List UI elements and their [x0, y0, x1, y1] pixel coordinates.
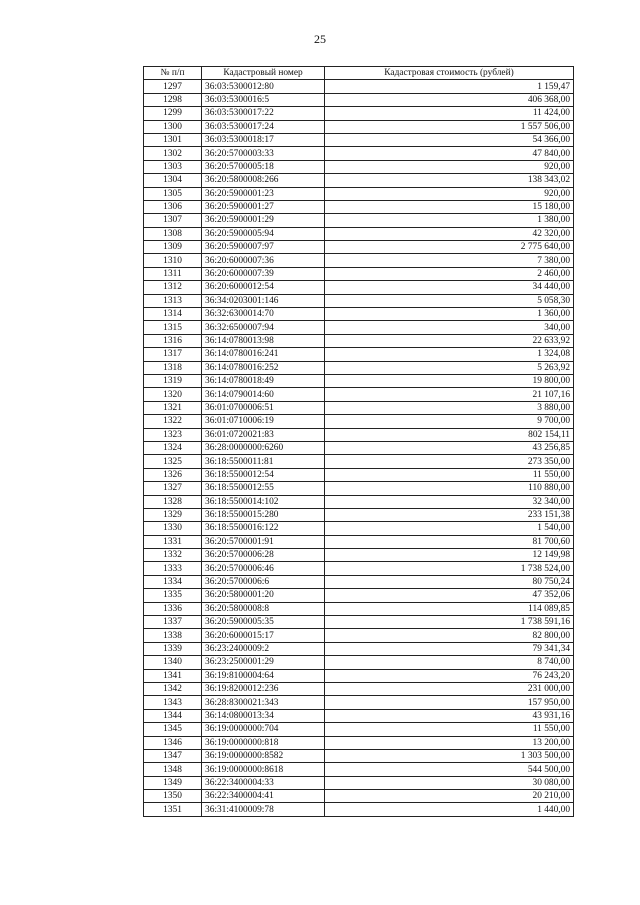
row-index: 1347	[144, 749, 202, 762]
cadastral-number: 36:14:0780016:252	[202, 361, 325, 374]
cadastral-number: 36:20:5900001:29	[202, 214, 325, 227]
table-row	[144, 227, 574, 240]
cadastral-number: 36:31:4100009:78	[202, 803, 325, 816]
cadastral-value: 30 080,00	[325, 776, 574, 789]
cadastral-number: 36:14:0780018:49	[202, 374, 325, 387]
row-index: 1298	[144, 93, 202, 106]
cadastral-value: 157 950,00	[325, 696, 574, 709]
row-index: 1331	[144, 535, 202, 548]
table-row	[144, 241, 574, 254]
table-row	[144, 549, 574, 562]
row-index: 1320	[144, 388, 202, 401]
cadastral-number: 36:34:0203001:146	[202, 294, 325, 307]
row-index: 1307	[144, 214, 202, 227]
cadastral-number: 36:01:0700006:51	[202, 401, 325, 414]
cadastral-number: 36:20:5700001:91	[202, 535, 325, 548]
table-row	[144, 495, 574, 508]
cadastral-value: 81 700,60	[325, 535, 574, 548]
column-header-cadastral-number: Кадастровый номер	[202, 67, 325, 80]
row-index: 1346	[144, 736, 202, 749]
cadastral-value: 138 343,02	[325, 174, 574, 187]
cadastral-value: 340,00	[325, 321, 574, 334]
cadastral-value: 233 151,38	[325, 508, 574, 521]
cadastral-number: 36:20:5700006:6	[202, 575, 325, 588]
table-row	[144, 642, 574, 655]
row-index: 1350	[144, 790, 202, 803]
row-index: 1300	[144, 120, 202, 133]
table-row	[144, 334, 574, 347]
row-index: 1349	[144, 776, 202, 789]
cadastral-value: 802 154,11	[325, 428, 574, 441]
cadastral-value: 80 750,24	[325, 575, 574, 588]
table-row	[144, 629, 574, 642]
cadastral-value: 9 700,00	[325, 415, 574, 428]
table-row	[144, 321, 574, 334]
table-row	[144, 589, 574, 602]
table-row	[144, 160, 574, 173]
row-index: 1306	[144, 200, 202, 213]
cadastral-value: 2 775 640,00	[325, 241, 574, 254]
cadastral-number: 36:03:5300016:5	[202, 93, 325, 106]
row-index: 1317	[144, 348, 202, 361]
cadastral-number: 36:28:8300021:343	[202, 696, 325, 709]
table-row	[144, 120, 574, 133]
row-index: 1328	[144, 495, 202, 508]
cadastral-number: 36:03:5300017:22	[202, 107, 325, 120]
cadastral-value: 5 263,92	[325, 361, 574, 374]
cadastral-value: 1 440,00	[325, 803, 574, 816]
row-index: 1315	[144, 321, 202, 334]
table-row	[144, 790, 574, 803]
table-row	[144, 522, 574, 535]
table-row	[144, 776, 574, 789]
table-row	[144, 374, 574, 387]
cadastral-value: 11 550,00	[325, 723, 574, 736]
table-row	[144, 656, 574, 669]
cadastral-value-table	[143, 66, 574, 817]
row-index: 1335	[144, 589, 202, 602]
table-row	[144, 696, 574, 709]
page-number: 25	[314, 32, 326, 46]
cadastral-number: 36:20:5900007:97	[202, 241, 325, 254]
cadastral-number: 36:20:6000007:36	[202, 254, 325, 267]
row-index: 1299	[144, 107, 202, 120]
cadastral-value: 43 256,85	[325, 441, 574, 454]
column-header-cadastral-value: Кадастровая стоимость (рублей)	[325, 67, 574, 80]
cadastral-number: 36:20:5700006:46	[202, 562, 325, 575]
table-row	[144, 93, 574, 106]
cadastral-value: 3 880,00	[325, 401, 574, 414]
cadastral-value: 1 380,00	[325, 214, 574, 227]
row-index: 1304	[144, 174, 202, 187]
cadastral-value: 20 210,00	[325, 790, 574, 803]
row-index: 1332	[144, 549, 202, 562]
cadastral-value: 76 243,20	[325, 669, 574, 682]
cadastral-number: 36:20:6000015:17	[202, 629, 325, 642]
table-row	[144, 308, 574, 321]
cadastral-value: 47 840,00	[325, 147, 574, 160]
table-row	[144, 736, 574, 749]
table-row	[144, 723, 574, 736]
cadastral-number: 36:19:0000000:8582	[202, 749, 325, 762]
cadastral-value: 47 352,06	[325, 589, 574, 602]
table-row	[144, 214, 574, 227]
cadastral-number: 36:14:0800013:34	[202, 709, 325, 722]
cadastral-number: 36:20:5700005:18	[202, 160, 325, 173]
table-row	[144, 80, 574, 93]
row-index: 1351	[144, 803, 202, 816]
table-row	[144, 616, 574, 629]
row-index: 1316	[144, 334, 202, 347]
table-row	[144, 294, 574, 307]
cadastral-value: 7 380,00	[325, 254, 574, 267]
table-row	[144, 107, 574, 120]
table-row	[144, 428, 574, 441]
row-index: 1318	[144, 361, 202, 374]
cadastral-value: 110 880,00	[325, 482, 574, 495]
table-row	[144, 468, 574, 481]
row-index: 1345	[144, 723, 202, 736]
cadastral-value: 15 180,00	[325, 200, 574, 213]
row-index: 1340	[144, 656, 202, 669]
row-index: 1339	[144, 642, 202, 655]
cadastral-number: 36:32:6300014:70	[202, 308, 325, 321]
cadastral-value: 231 000,00	[325, 682, 574, 695]
row-index: 1329	[144, 508, 202, 521]
table-row	[144, 174, 574, 187]
cadastral-number: 36:20:5900001:23	[202, 187, 325, 200]
row-index: 1323	[144, 428, 202, 441]
cadastral-number: 36:18:5500016:122	[202, 522, 325, 535]
cadastral-number: 36:18:5500015:280	[202, 508, 325, 521]
table-row	[144, 401, 574, 414]
row-index: 1334	[144, 575, 202, 588]
cadastral-number: 36:18:5500014:102	[202, 495, 325, 508]
row-index: 1326	[144, 468, 202, 481]
cadastral-number: 36:14:0780013:98	[202, 334, 325, 347]
cadastral-value: 920,00	[325, 160, 574, 173]
cadastral-number: 36:14:0790014:60	[202, 388, 325, 401]
table-row	[144, 254, 574, 267]
cadastral-number: 36:20:5700003:33	[202, 147, 325, 160]
table-row	[144, 669, 574, 682]
row-index: 1336	[144, 602, 202, 615]
table-body	[144, 80, 574, 816]
cadastral-number: 36:03:5300017:24	[202, 120, 325, 133]
row-index: 1313	[144, 294, 202, 307]
table-row	[144, 455, 574, 468]
table-row	[144, 682, 574, 695]
row-index: 1301	[144, 133, 202, 146]
row-index: 1312	[144, 281, 202, 294]
table-row	[144, 200, 574, 213]
cadastral-value: 43 931,16	[325, 709, 574, 722]
cadastral-number: 36:20:5800008:266	[202, 174, 325, 187]
row-index: 1319	[144, 374, 202, 387]
cadastral-value: 12 149,98	[325, 549, 574, 562]
cadastral-value: 19 800,00	[325, 374, 574, 387]
cadastral-number: 36:20:5700006:28	[202, 549, 325, 562]
cadastral-value: 11 550,00	[325, 468, 574, 481]
cadastral-number: 36:23:2400009:2	[202, 642, 325, 655]
cadastral-number: 36:22:3400004:33	[202, 776, 325, 789]
cadastral-value: 1 159,47	[325, 80, 574, 93]
cadastral-value: 1 360,00	[325, 308, 574, 321]
table-row	[144, 763, 574, 776]
cadastral-value: 1 303 500,00	[325, 749, 574, 762]
cadastral-number: 36:22:3400004:41	[202, 790, 325, 803]
cadastral-value: 13 200,00	[325, 736, 574, 749]
cadastral-number: 36:01:0720021:83	[202, 428, 325, 441]
table-header-row	[144, 67, 574, 80]
cadastral-number: 36:20:6000007:39	[202, 267, 325, 280]
table-row	[144, 535, 574, 548]
table-row	[144, 482, 574, 495]
row-index: 1344	[144, 709, 202, 722]
cadastral-value: 22 633,92	[325, 334, 574, 347]
cadastral-value: 8 740,00	[325, 656, 574, 669]
table-row	[144, 562, 574, 575]
row-index: 1338	[144, 629, 202, 642]
cadastral-value: 5 058,30	[325, 294, 574, 307]
cadastral-number: 36:20:5800008:8	[202, 602, 325, 615]
cadastral-number: 36:20:5900005:35	[202, 616, 325, 629]
row-index: 1348	[144, 763, 202, 776]
row-index: 1309	[144, 241, 202, 254]
cadastral-number: 36:01:0710006:19	[202, 415, 325, 428]
row-index: 1311	[144, 267, 202, 280]
row-index: 1324	[144, 441, 202, 454]
cadastral-value: 82 800,00	[325, 629, 574, 642]
table-row	[144, 361, 574, 374]
cadastral-number: 36:19:8100004:64	[202, 669, 325, 682]
row-index: 1342	[144, 682, 202, 695]
row-index: 1330	[144, 522, 202, 535]
row-index: 1308	[144, 227, 202, 240]
cadastral-number: 36:19:0000000:704	[202, 723, 325, 736]
row-index: 1302	[144, 147, 202, 160]
table-row	[144, 575, 574, 588]
cadastral-value: 34 440,00	[325, 281, 574, 294]
row-index: 1321	[144, 401, 202, 414]
cadastral-number: 36:18:5500012:54	[202, 468, 325, 481]
cadastral-value: 406 368,00	[325, 93, 574, 106]
cadastral-number: 36:19:0000000:8618	[202, 763, 325, 776]
column-header-index: № п/п	[144, 67, 202, 80]
cadastral-value: 1 324,08	[325, 348, 574, 361]
table-row	[144, 388, 574, 401]
cadastral-value: 544 500,00	[325, 763, 574, 776]
table-row	[144, 187, 574, 200]
cadastral-number: 36:19:8200012:236	[202, 682, 325, 695]
table-row	[144, 147, 574, 160]
cadastral-number: 36:14:0780016:241	[202, 348, 325, 361]
cadastral-number: 36:18:5500011:81	[202, 455, 325, 468]
row-index: 1303	[144, 160, 202, 173]
cadastral-number: 36:20:5900001:27	[202, 200, 325, 213]
row-index: 1337	[144, 616, 202, 629]
cadastral-number: 36:20:5800001:20	[202, 589, 325, 602]
cadastral-value: 273 350,00	[325, 455, 574, 468]
cadastral-value: 1 557 506,00	[325, 120, 574, 133]
cadastral-number: 36:20:5900005:94	[202, 227, 325, 240]
cadastral-value: 114 089,85	[325, 602, 574, 615]
cadastral-value: 11 424,00	[325, 107, 574, 120]
cadastral-number: 36:23:2500001:29	[202, 656, 325, 669]
row-index: 1314	[144, 308, 202, 321]
row-index: 1305	[144, 187, 202, 200]
cadastral-number: 36:18:5500012:55	[202, 482, 325, 495]
row-index: 1343	[144, 696, 202, 709]
table-row	[144, 133, 574, 146]
row-index: 1333	[144, 562, 202, 575]
row-index: 1325	[144, 455, 202, 468]
cadastral-number: 36:20:6000012:54	[202, 281, 325, 294]
table-row	[144, 602, 574, 615]
row-index: 1297	[144, 80, 202, 93]
cadastral-value: 1 738 524,00	[325, 562, 574, 575]
cadastral-value: 79 341,34	[325, 642, 574, 655]
cadastral-number: 36:19:0000000:818	[202, 736, 325, 749]
cadastral-number: 36:03:5300012:80	[202, 80, 325, 93]
cadastral-value: 32 340,00	[325, 495, 574, 508]
row-index: 1327	[144, 482, 202, 495]
table-row	[144, 415, 574, 428]
cadastral-value: 920,00	[325, 187, 574, 200]
cadastral-value: 2 460,00	[325, 267, 574, 280]
table-row	[144, 709, 574, 722]
cadastral-value: 54 366,00	[325, 133, 574, 146]
row-index: 1341	[144, 669, 202, 682]
cadastral-value: 42 320,00	[325, 227, 574, 240]
table-row	[144, 749, 574, 762]
table-row	[144, 281, 574, 294]
cadastral-value: 1 738 591,16	[325, 616, 574, 629]
table-row	[144, 267, 574, 280]
cadastral-number: 36:03:5300018:17	[202, 133, 325, 146]
cadastral-value: 21 107,16	[325, 388, 574, 401]
table-row	[144, 803, 574, 816]
table-row	[144, 508, 574, 521]
row-index: 1322	[144, 415, 202, 428]
row-index: 1310	[144, 254, 202, 267]
table-row	[144, 441, 574, 454]
cadastral-value: 1 540,00	[325, 522, 574, 535]
table-row	[144, 348, 574, 361]
cadastral-number: 36:32:6500007:94	[202, 321, 325, 334]
cadastral-number: 36:28:0000000:6260	[202, 441, 325, 454]
